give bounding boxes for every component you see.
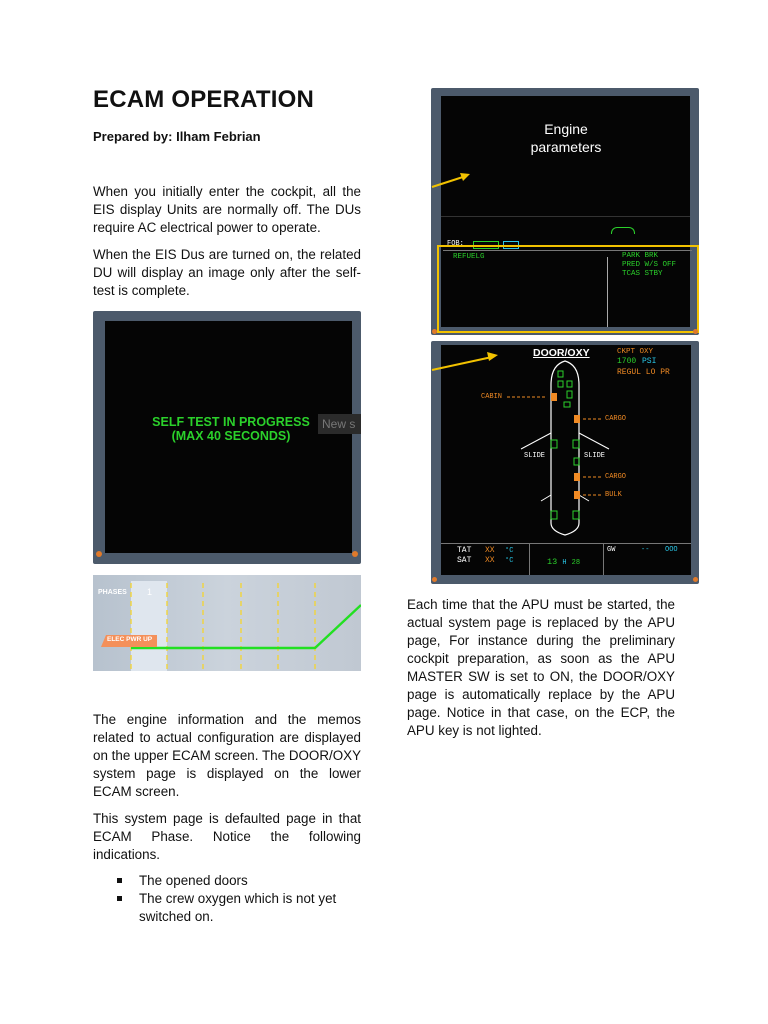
slide-right-label: SLIDE <box>584 452 606 460</box>
page-title: ECAM OPERATION <box>93 86 315 113</box>
utc-time: 13 H 28 <box>547 557 581 567</box>
ckpt-oxy-label: CKPT OXY <box>617 348 654 356</box>
self-test-line-2: (MAX 40 SECONDS) <box>171 429 291 443</box>
bulk-label: BULK <box>605 491 622 499</box>
tat-sat-values: XX XX <box>485 546 495 565</box>
paragraph-4: This system page is defaulted page in that ECAM Phase. Notice the following indications. <box>93 811 361 862</box>
memo-right: PARK BRK PRED W/S OFF TCAS STBY <box>622 252 677 278</box>
phase-tag: ELEC PWR UP <box>107 636 153 643</box>
list-item: The crew oxygen which is not yet switched on. <box>115 890 362 926</box>
lower-ecam-frame <box>431 341 699 584</box>
psi-value: 1700 <box>617 357 637 366</box>
paragraph-3: The engine information and the memos related to actual configuration are displayed on the upper ECAM screen. The DOOR/OXY system page is displayed on the lower ECAM screen. <box>93 712 361 799</box>
gw-dash: -- <box>641 546 650 554</box>
regul-lo-pr: REGUL LO PR <box>617 368 670 377</box>
phases-label: PHASES <box>98 589 127 596</box>
arrow-upper-icon <box>430 170 474 190</box>
engine-parameters-label: Engine parameters <box>530 121 602 155</box>
paragraph-2: When the EIS Dus are turned on, the related DU will display an image only after the self-test is complete. <box>93 247 361 298</box>
slide-left-label: SLIDE <box>524 452 546 460</box>
byline: Prepared by: Ilham Febrian <box>93 129 261 144</box>
fob-label: FOB: <box>447 240 464 248</box>
arrow-lower-icon <box>430 350 504 374</box>
cargo-lower-label: CARGO <box>605 473 627 481</box>
flap-indicator-icon <box>611 227 635 234</box>
phase-number: 1 <box>147 587 153 597</box>
lower-ecam-screen <box>441 345 691 575</box>
phases-timeline <box>93 575 361 671</box>
upper-ecam-frame <box>431 88 699 335</box>
psi-unit: PSI <box>642 357 657 366</box>
paragraph-1: When you initially enter the cockpit, all the EIS display Units are normally off. The DUs require AC electrical power to operate. <box>93 184 361 235</box>
cargo-upper-label: CARGO <box>605 415 627 423</box>
self-test-display-frame <box>93 311 361 564</box>
gw-box: OOO <box>665 546 678 554</box>
self-test-line-1: SELF TEST IN PROGRESS <box>152 415 310 429</box>
indications-list <box>115 872 362 926</box>
tat-sat-units: °C °C <box>505 547 514 565</box>
list-item: The opened doors <box>115 872 362 890</box>
corner-dot-right <box>352 551 358 557</box>
self-test-screen <box>105 321 352 553</box>
cabin-label: CABIN <box>481 393 503 401</box>
fuselage-diagram <box>441 345 691 545</box>
gw-label: GW <box>607 546 616 554</box>
tooltip-fragment: New s <box>318 414 361 434</box>
corner-dot-left <box>96 551 102 557</box>
phases-chart <box>93 575 361 671</box>
paragraph-5: Each time that the APU must be started, the actual system page is replaced by the APU page, For instance during the preliminary cockpit preparation, as soon as the APU MASTER SW is set to ON, the DOOR/OXY page is automatically replace by the APU page. Notice in that case, on the ECP, the APU key is not lighted. <box>407 597 675 738</box>
memo-highlight-box <box>437 245 699 333</box>
door-oxy-title: DOOR/OXY <box>533 347 590 359</box>
refuelg-memo: REFUELG <box>453 253 485 261</box>
tat-sat-labels: TAT SAT <box>457 546 472 565</box>
